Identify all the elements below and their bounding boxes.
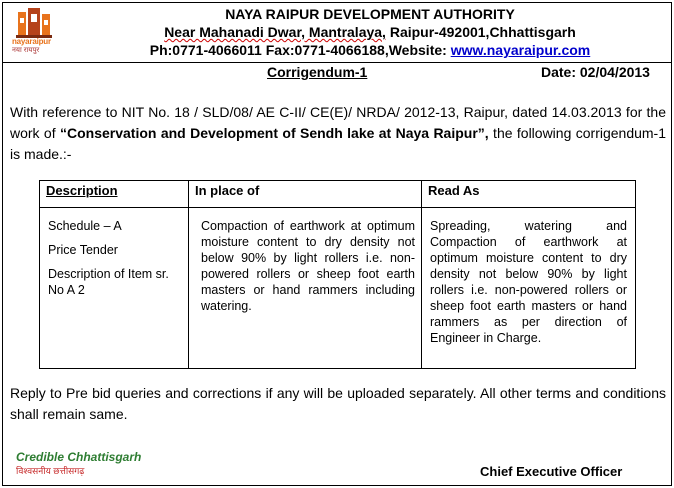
header-read-as: Read As xyxy=(422,181,636,208)
address-underlined: Near Mahanadi Dwar, Mantralaya, xyxy=(164,24,386,40)
intro-paragraph xyxy=(10,102,666,165)
signatory: Chief Executive Officer xyxy=(480,464,623,479)
contact-text: Ph:0771-4066011 Fax:0771-4066188,Website: xyxy=(149,42,451,58)
header-description: Description xyxy=(40,181,189,208)
intro-part2: the following corrigendum-1 is made.:- xyxy=(10,125,667,162)
letterhead xyxy=(80,5,660,59)
desc-line: Description of Item sr. No A 2 xyxy=(48,267,169,297)
desc-line: Price Tender xyxy=(48,243,118,257)
corrigendum-title: Corrigendum-1 xyxy=(267,64,368,80)
org-address xyxy=(80,23,660,41)
logo-text-en: nayaraipur xyxy=(12,37,51,46)
org-contact xyxy=(80,41,660,59)
table-header-row xyxy=(40,181,636,208)
corrigendum-table xyxy=(39,180,636,369)
website-link[interactable]: www.nayaraipur.com xyxy=(450,42,591,58)
address-rest: Raipur-492001,Chhattisgarh xyxy=(385,24,576,40)
document-date: Date: 02/04/2013 xyxy=(541,64,650,80)
logo-text-hi: नया रायपुर xyxy=(12,47,40,54)
cell-description xyxy=(40,208,189,369)
brand-en: Credible Chhattisgarh xyxy=(16,450,142,464)
header-divider xyxy=(2,62,672,63)
table-row xyxy=(40,208,636,369)
org-name: NAYA RAIPUR DEVELOPMENT AUTHORITY xyxy=(225,6,515,22)
credible-chhattisgarh-logo xyxy=(16,450,146,476)
work-title: “Conservation and Development of Sendh lake at Naya Raipur”, xyxy=(60,125,489,141)
cell-read-as: Spreading, watering and Compaction of earthwork at optimum moisture content to dry density not below 90% by light rollers i.e. non-powered rollers or sheep foot earth masters or hand rammers as per direction of Engineer in Charge. xyxy=(422,208,636,369)
closing-paragraph: Reply to Pre bid queries and corrections if any will be uploaded separately. All other terms and conditions shall remain same. xyxy=(10,385,666,422)
intro-part1: With reference to NIT No. 18 / SLD/08/ AE C-II/ CE(E)/ NRDA/ 2012-13, Raipur, dated 14.03.2013 for the work of xyxy=(10,104,666,141)
desc-line: Schedule – A xyxy=(48,219,122,233)
cell-in-place-of: Compaction of earthwork at optimum moisture content to dry density not below 90% by light rollers i.e. non-powered rollers or sheep foot earth masters or hand rammers including watering. xyxy=(189,208,422,369)
brand-hi: विश्वसनीय छत्तीसगढ़ xyxy=(16,466,85,476)
nrda-logo-icon xyxy=(16,6,52,38)
header-in-place-of: In place of xyxy=(189,181,422,208)
nrda-logo xyxy=(12,6,56,54)
